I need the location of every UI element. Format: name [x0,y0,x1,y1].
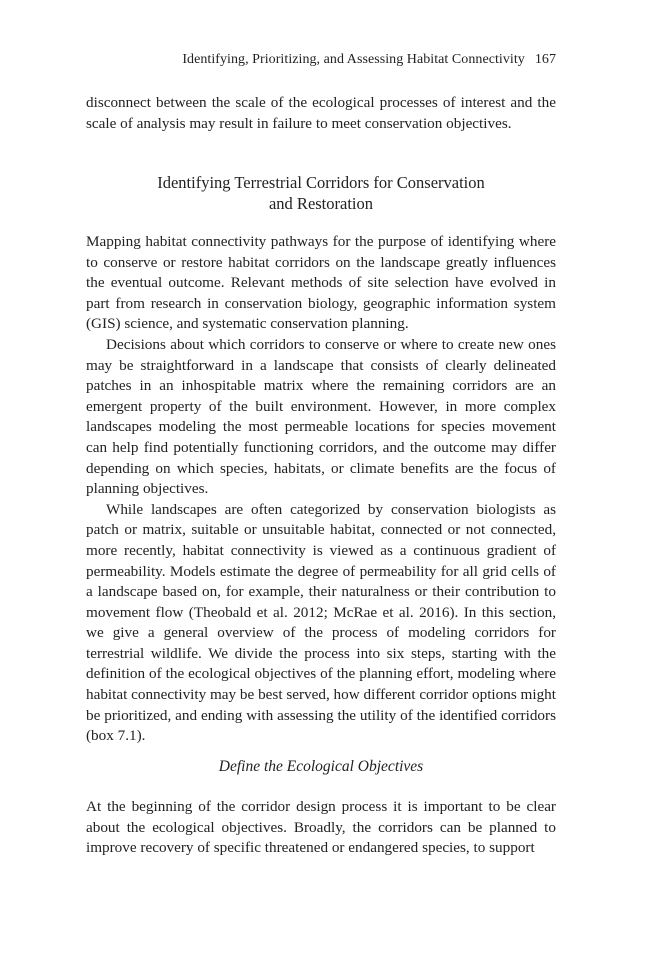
subsection-body [86,797,556,859]
continued-paragraph-block [86,93,556,134]
paragraph-2: Decisions about which corridors to conserve or where to create new ones may be straightforward in a landscape that consists of clearly delineated patches in an inhospitable matrix where the remaining corridors are an emergent property of the built environment. However, in more complex landscapes modeling the most permeable locations for species movement can help find potentially functioning corridors, and the outcome may differ depending on which species, habitats, or climate benefits are the focus of planning objectives. [86,335,556,498]
section-body [86,232,556,747]
paragraph-3: While landscapes are often categorized by conservation biologists as patch or matrix, suitable or unsuitable habitat, connected or not connected, more recently, habitat connectivity is viewed as a continuous gradient of permeability. Models estimate the degree of permeability for all grid cells of a landscape based on, for example, their naturalness or their contribution to movement flow (Theobald et al. 2012; McRae et al. 2016). In this section, we give a general overview of the process of modeling corridors for terrestrial wildlife. We divide the process into six steps, starting with the definition of the ecological objectives of the planning effort, modeling where habitat connectivity may be best served, how different corridor options might be prioritized, and ending with assessing the utility of the identified corridors (box 7.1). [86,500,556,745]
continued-paragraph: disconnect between the scale of the ecological processes of interest and the scale of analysis may result in failure to meet conservation objectives. [86,94,556,132]
subsection-heading-block [86,758,556,776]
subsection-heading: Define the Ecological Objectives [218,758,424,775]
section-heading-line-2: and Restoration [268,194,374,213]
section-heading [86,172,556,214]
running-title: Identifying, Prioritizing, and Assessing Habitat Connectivity [182,52,525,67]
running-header [86,52,556,68]
paragraph-4: At the beginning of the corridor design process it is important to be clear about the ecological objectives. Broadly, the corridors can be planned to improve recovery of specific threatened or endangered species, to support [86,798,556,857]
section-heading-line-1: Identifying Terrestrial Corridors for Conservation [157,173,485,192]
paragraph-1: Mapping habitat connectivity pathways for the purpose of identifying where to conserve or restore habitat corridors on the landscape greatly influences the eventual outcome. Relevant methods of site selection have evolved in part from research in conservation biology, geographic information system (GIS) science, and systematic conservation planning. [86,233,556,333]
page-number: 167 [534,52,556,67]
